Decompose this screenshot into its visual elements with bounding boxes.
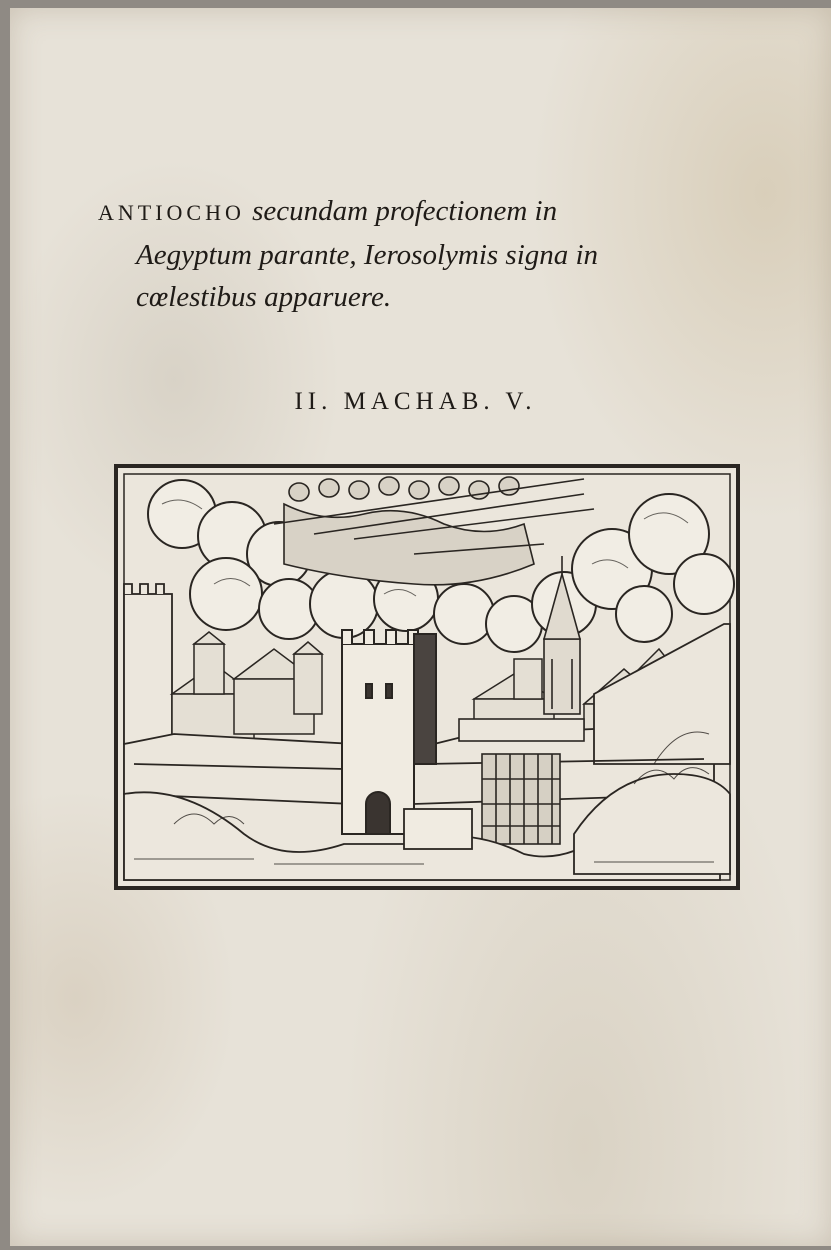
caption-line-1-rest: secundam profectionem in <box>252 195 558 227</box>
scripture-reference: II. MACHAB. V. <box>294 388 537 415</box>
caption-lead-word: ANTIOCHO <box>98 200 245 225</box>
caption-line-2: Aegyptum parante, Ierosolymis signa in <box>136 239 599 271</box>
left-tower <box>124 584 172 744</box>
woodcut-caption <box>98 190 738 318</box>
caption-line-3: cœlestibus apparuere. <box>136 281 392 313</box>
woodcut-illustration <box>114 464 740 890</box>
caption-line-1 <box>98 190 738 234</box>
woodcut-city-scene-svg <box>114 464 740 890</box>
